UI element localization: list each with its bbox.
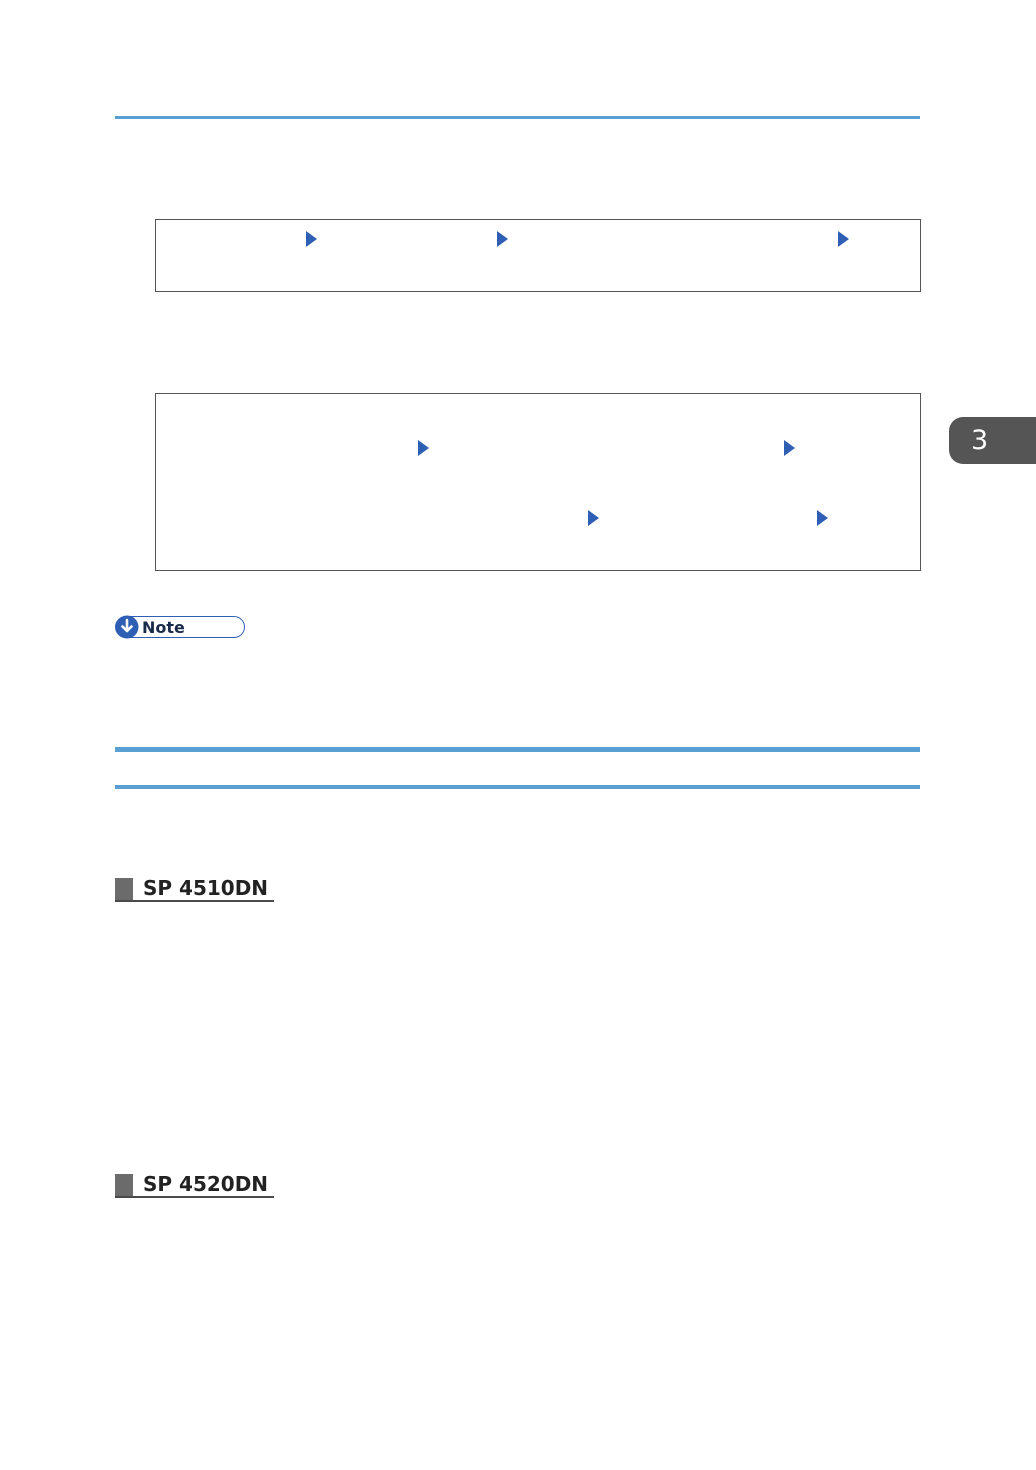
- menu-path-arrow-icon: [418, 440, 429, 456]
- procedure-box-1: [155, 219, 921, 292]
- section-rule-top: [115, 747, 920, 752]
- menu-path-arrow-icon: [817, 510, 828, 526]
- procedure-box-2: [155, 393, 921, 571]
- menu-path-arrow-icon: [838, 231, 849, 247]
- model-heading-sp4520dn: [115, 1174, 274, 1198]
- model-heading-label: SP 4510DN: [143, 876, 269, 900]
- heading-marker: [115, 878, 133, 902]
- heading-marker: [115, 1174, 133, 1198]
- header-rule: [115, 116, 920, 119]
- menu-path-arrow-icon: [497, 231, 508, 247]
- note-label: Note: [142, 618, 185, 637]
- menu-path-arrow-icon: [588, 510, 599, 526]
- heading-underline: [115, 1196, 274, 1198]
- heading-underline: [115, 900, 274, 902]
- model-heading-label: SP 4520DN: [143, 1172, 269, 1196]
- arrow-down-circle-icon: [115, 615, 139, 639]
- menu-path-arrow-icon: [306, 231, 317, 247]
- model-heading-sp4510dn: [115, 878, 274, 902]
- section-rule-bottom: [115, 785, 920, 789]
- menu-path-arrow-icon: [784, 440, 795, 456]
- chapter-tab: 3: [949, 417, 1036, 464]
